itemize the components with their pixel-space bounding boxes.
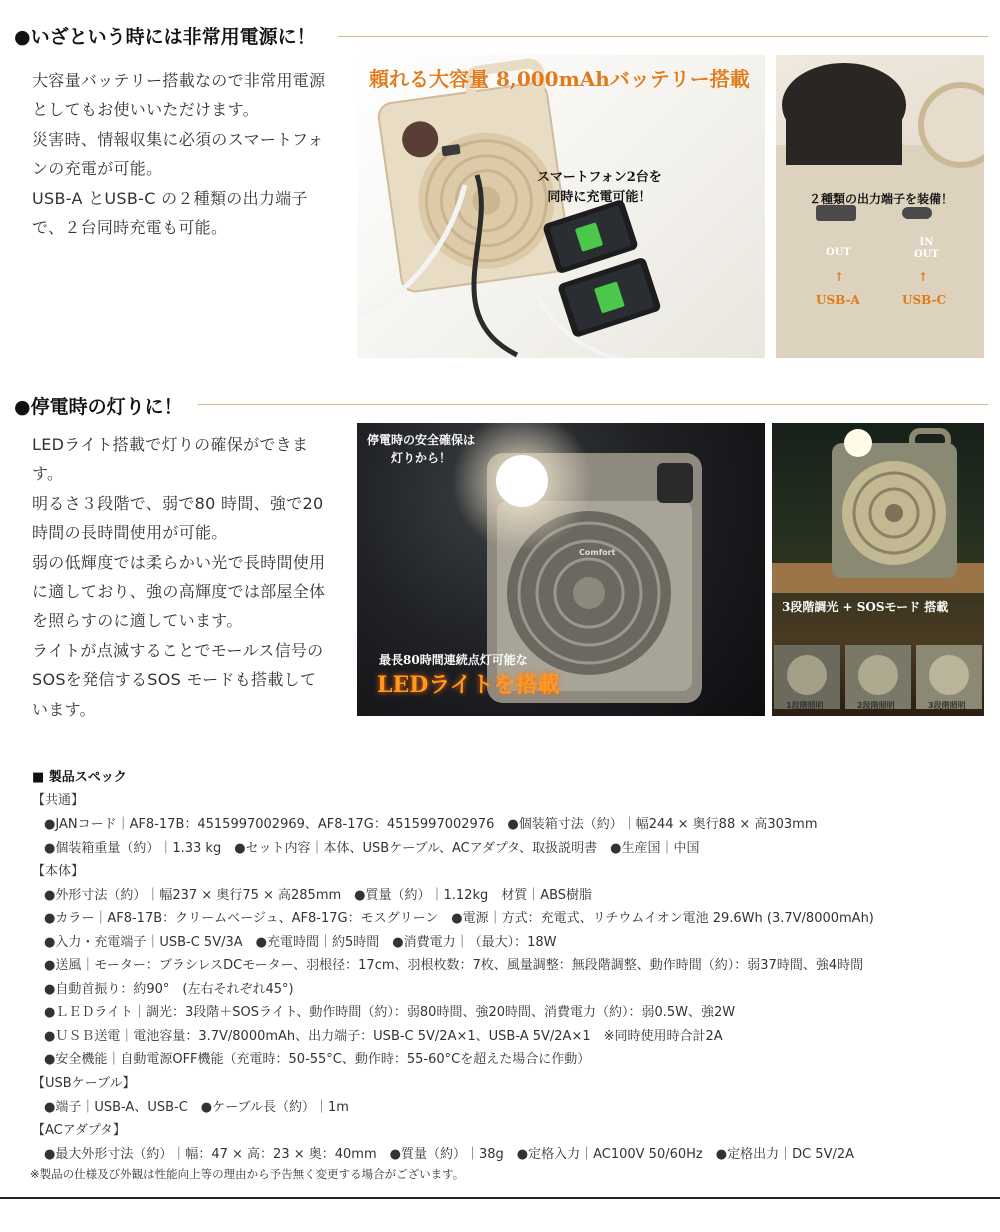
- spec-item: ●ＵＳＢ送電｜電池容量：3.7V/8000mAh、出力端子：USB-C 5V/2A×1、USB-A 5V/2A×1 ※同時使用時合計2A: [44, 1029, 723, 1044]
- battery-photo-caption: [537, 168, 662, 208]
- thumb-label-3: 3段階照明: [928, 701, 966, 710]
- thumb-label-1: 1段階照明: [786, 701, 824, 710]
- section1-paragraph: 大容量バッテリー搭載なので非常用電源としてもお使いいただけます。: [32, 71, 326, 120]
- spec-title: ■ 製品スペック: [32, 770, 127, 785]
- led-photo-caption: [367, 431, 475, 467]
- thumb-label-2: 2段階照明: [857, 701, 895, 710]
- section2-paragraph: 明るさ３段階で、弱で80 時間、強で20時間の長時間使用が可能。: [32, 493, 324, 543]
- spec-item: ●JANコード｜AF8-17B：4515997002969、AF8-17G：4515997002976 ●個装箱寸法（約）｜幅244 × 奥行88 × 高303mm: [44, 817, 818, 832]
- spec-item: ●外形寸法（約）｜幅237 × 奥行75 × 高285mm ●質量（約）｜1.12kg 材質｜ABS樹脂: [44, 888, 593, 903]
- spec-item: ●ＬＥＤライト｜調光：3段階＋SOSライト、動作時間（約）：弱80時間、強20時間、消費電力（約）：弱0.5W、強2W: [44, 1005, 736, 1020]
- spec-item: ●最大外形寸法（約）｜幅：47 × 高：23 × 奥：40mm ●質量（約）｜38g ●定格入力｜AC100V 50/60Hz ●定格出力｜DC 5V/2A: [44, 1147, 855, 1162]
- ports-photo-caption: ２種類の出力端子を装備！: [808, 192, 953, 206]
- fan-outdoor-illustration: [772, 423, 984, 716]
- spec-category: 【共通】: [32, 793, 85, 808]
- spec-item: ●安全機能｜自動電源OFF機能（充電時：50-55°C、動作時：55-60°Cを超えた場合に作動）: [44, 1052, 591, 1067]
- usb-c-out-label: OUT: [914, 249, 939, 260]
- section2-paragraph: 弱の低輝度では柔らかい光で長時間使用に適しており、強の高輝度では部屋全体を照らすのに適しています。: [32, 552, 326, 631]
- section2-text: [32, 430, 332, 724]
- section2-heading: ●停電時の灯りに！: [14, 396, 183, 418]
- caption-line: 同時に充電可能！: [547, 190, 652, 205]
- arrow-up-icon: ↑: [918, 270, 929, 284]
- section2-divider: [198, 404, 988, 405]
- dimming-banner: 3段階調光 + SOSモード 搭載: [782, 600, 949, 614]
- bottom-divider: [0, 1197, 1000, 1199]
- spec-note: ※製品の仕様及び外観は性能向上等の理由から予告無く変更する場合がございます。: [30, 1167, 465, 1181]
- section1-heading: ●いざという時には非常用電源に！: [14, 26, 316, 48]
- arrow-up-icon: ↑: [834, 270, 845, 284]
- section1-paragraph: 災害時、情報収集に必須のスマートフォンの充電が可能。: [32, 129, 324, 179]
- usb-a-name: USB-A: [816, 293, 860, 307]
- section2-paragraph: ライトが点滅することでモールス信号のSOSを発信するSOS モードも搭載しています。: [32, 640, 324, 719]
- section1-text: [32, 66, 332, 242]
- caption-line: 灯りから！: [391, 451, 452, 465]
- ports-photo: [776, 55, 984, 358]
- spec-item: ●カラー｜AF8-17B：クリームベージュ、AF8-17G：モスグリーン ●電源｜方式：充電式、リチウムイオン電池 29.6Wh (3.7V/8000mAh): [44, 911, 874, 926]
- section1-divider: [338, 36, 988, 37]
- spec-category: 【USBケーブル】: [32, 1076, 136, 1091]
- spec-item: ●入力・充電端子｜USB-C 5V/3A ●充電時間｜約5時間 ●消費電力｜（最大）：18W: [44, 935, 557, 950]
- led-photo: [357, 423, 765, 716]
- spec-item: ●自動首振り：約90° (左右それぞれ45°): [44, 982, 294, 997]
- spec-category: 【本体】: [32, 864, 85, 879]
- brand-logo: Comfort: [579, 548, 616, 557]
- led-photo-big-caption: LEDライトを搭載: [377, 672, 560, 698]
- section1-paragraph: USB-A とUSB-C の２種類の出力端子で、２台同時充電も可能。: [32, 188, 308, 238]
- spec-item: ●個装箱重量（約）｜1.33 kg ●セット内容｜本体、USBケーブル、ACアダプタ、取扱説明書 ●生産国｜中国: [44, 841, 700, 856]
- spec-item: ●端子｜USB-A、USB-C ●ケーブル長（約）｜1m: [44, 1100, 349, 1115]
- section2-paragraph: LEDライト搭載で灯りの確保ができます。: [32, 435, 309, 484]
- battery-photo: [357, 55, 765, 358]
- battery-photo-title: 頼れる大容量 8,000mAhバッテリー搭載: [369, 67, 750, 91]
- led-photo-small-caption: 最長80時間連続点灯可能な: [379, 653, 528, 667]
- usb-c-inout-label: [914, 237, 939, 261]
- spec-category: 【ACアダプタ】: [32, 1123, 126, 1138]
- caption-line: 停電時の安全確保は: [367, 433, 476, 447]
- dimming-photo: [772, 423, 984, 716]
- usb-a-out-label: OUT: [826, 247, 851, 258]
- caption-line: スマートフォン2台を: [537, 170, 662, 185]
- usb-c-in-label: IN: [919, 237, 934, 248]
- spec-item: ●送風｜モーター：ブラシレスDCモーター、羽根径：17cm、羽根枚数：7枚、風量調整：無段階調整、動作時間（約）：弱37時間、強4時間: [44, 958, 864, 973]
- usb-c-name: USB-C: [902, 293, 947, 307]
